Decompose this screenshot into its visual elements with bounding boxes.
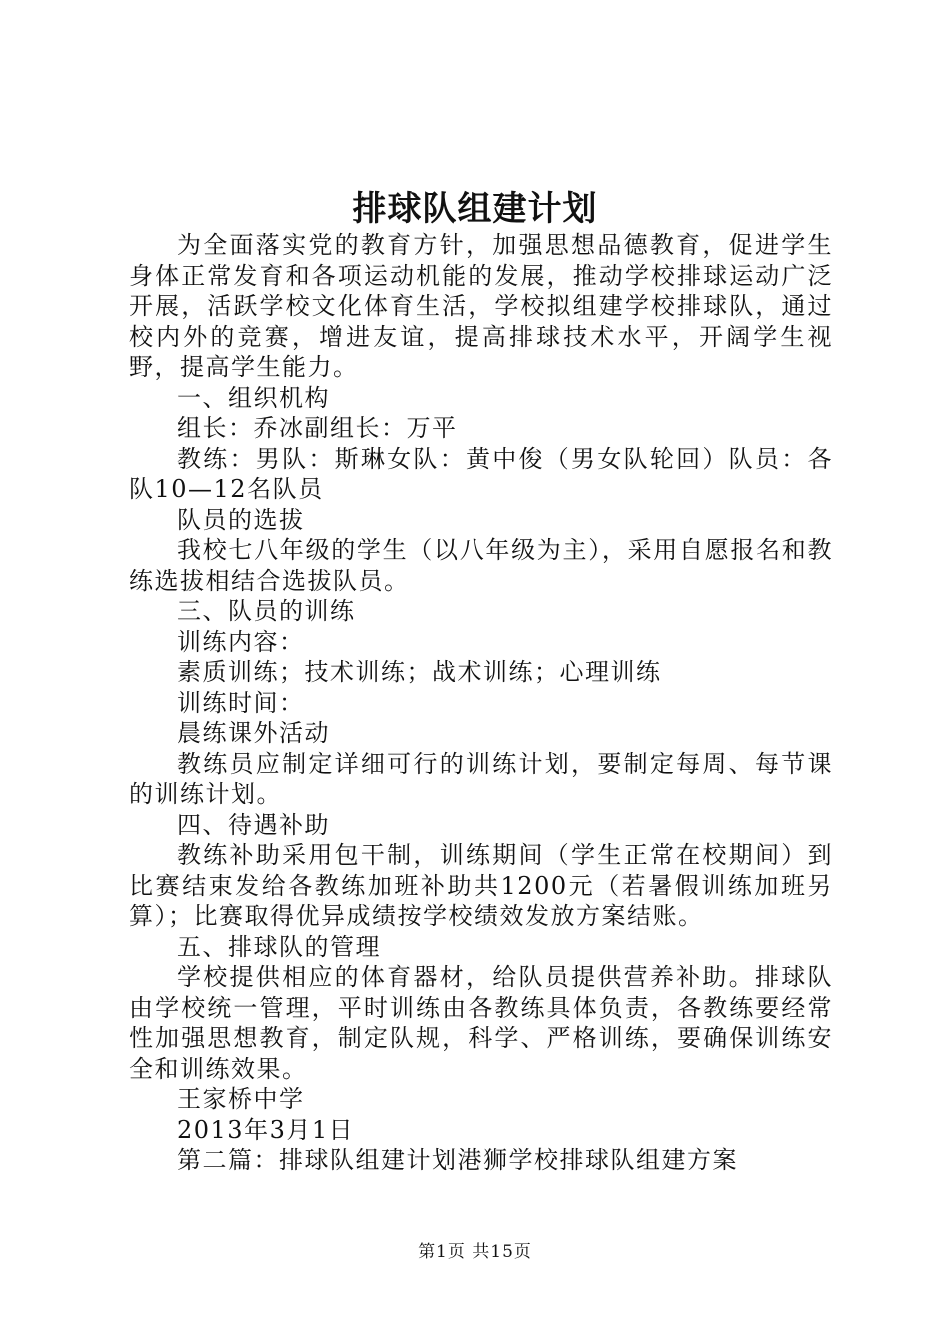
paragraph-selection: 我校七八年级的学生（以八年级为主），采用自愿报名和教练选拔相结合选拔队员。	[129, 536, 833, 595]
paragraph-coaches: 教练：男队：斯琳女队：黄中俊（男女队轮回）队员：各队10—12名队员	[129, 444, 833, 503]
heading-organization: 一、组织机构	[177, 383, 330, 412]
document-body	[129, 230, 833, 1176]
heading-training: 三、队员的训练	[177, 597, 356, 625]
label-training-content: 训练内容：	[177, 627, 305, 656]
heading-selection: 队员的选拔	[177, 505, 305, 534]
signature-school: 王家桥中学	[177, 1085, 305, 1113]
paragraph-second-part: 第二篇：排球队组建计划港狮学校排球队组建方案	[177, 1146, 738, 1174]
paragraph-training-content: 素质训练；技术训练；战术训练；心理训练	[177, 658, 662, 686]
paragraph-management: 学校提供相应的体育器材，给队员提供营养补助。排球队由学校统一管理，平时训练由各教练具体负责，各教练要经常性加强思想教育，制定队规，科学、严格训练，要确保训练安全和训练效果。	[129, 963, 833, 1083]
document-title: 排球队组建计划	[352, 189, 598, 229]
paragraph-training-time: 晨练课外活动	[177, 719, 330, 747]
heading-management: 五、排球队的管理	[177, 932, 381, 961]
paragraph-leaders: 组长：乔冰副组长：万平	[177, 414, 458, 442]
page-footer: 第1页 共15页	[418, 1242, 532, 1262]
paragraph-allowance: 教练补助采用包干制，训练期间（学生正常在校期间）到比赛结束发给各教练加班补助共1200元（若暑假训练加班另算）；比赛取得优异成绩按学校绩效发放方案结账。	[129, 841, 833, 930]
label-training-time: 训练时间：	[177, 688, 305, 717]
paragraph-training-plan: 教练员应制定详细可行的训练计划，要制定每周、每节课的训练计划。	[129, 749, 833, 808]
signature-date: 2013年3月1日	[177, 1115, 355, 1144]
heading-allowance: 四、待遇补助	[177, 810, 330, 839]
paragraph-intro: 为全面落实党的教育方针，加强思想品德教育，促进学生身体正常发育和各项运动机能的发展，推动学校排球运动广泛开展，活跃学校文化体育生活，学校拟组建学校排球队，通过校内外的竞赛，增进友谊，提高排球技术水平，开阔学生视野，提高学生能力。	[129, 231, 833, 381]
